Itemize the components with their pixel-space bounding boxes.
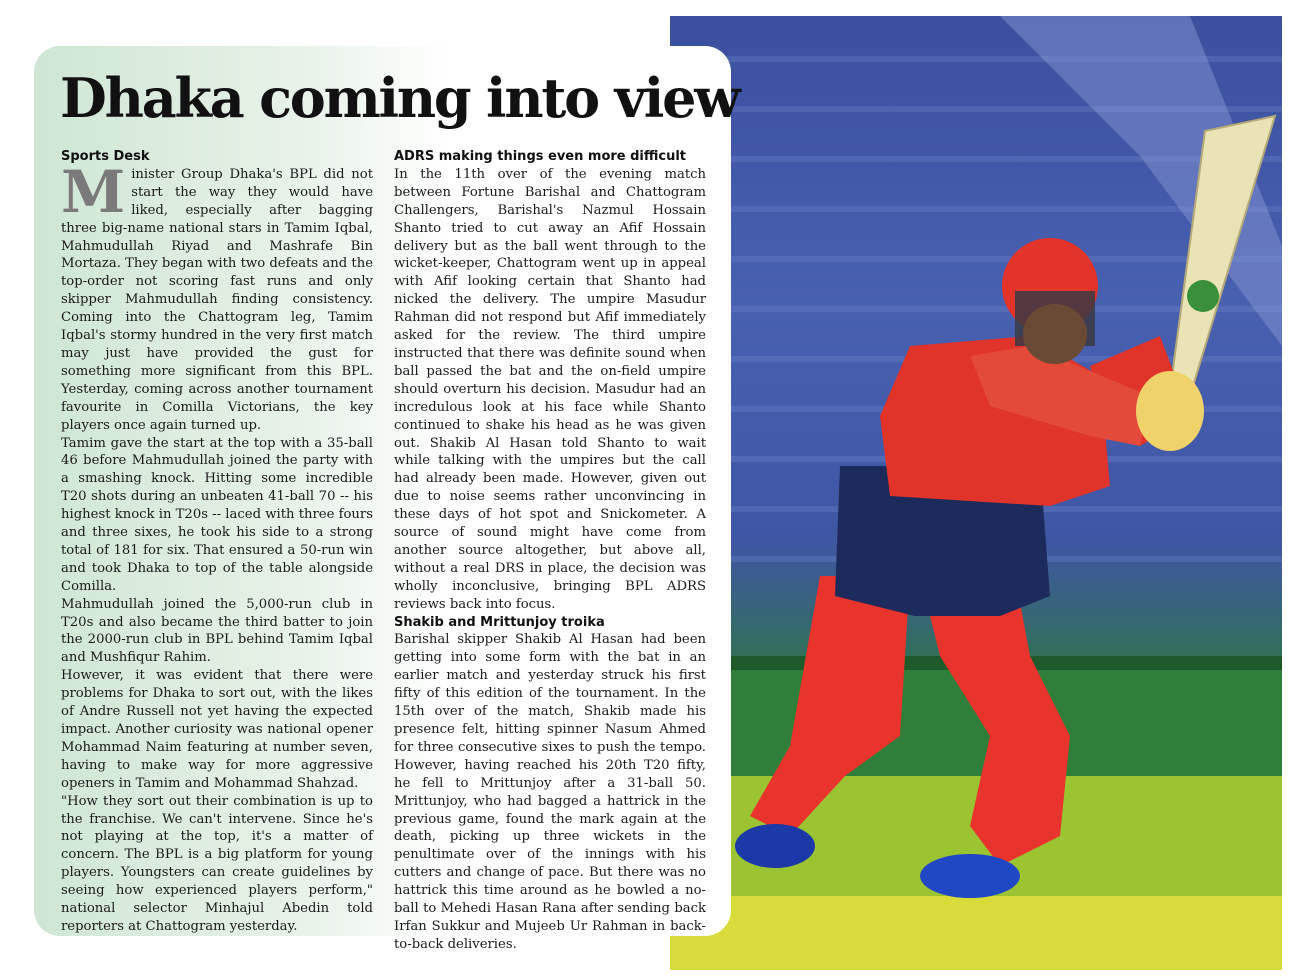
paragraph: "How they sort out their combination is up to the franchise. We can't intervene. Since he's not playing at the top, it's a matter of concern. The BPL is a big platform for young players. Youngsters can create guidelines by seeing how experienced players perform," national selector Minhajul Abedin told reporters at Chattogram yesterday. — [61, 793, 373, 934]
drop-cap: M — [61, 157, 126, 226]
article-column-2 — [394, 148, 706, 954]
batsman-illustration — [670, 16, 1282, 970]
paragraph: However, it was evident that there were problems for Dhaka to sort out, with the likes of Andre Russell not yet having the expected impact. Another curiosity was national opener Mohammad Naim featuring at number seven, having to make way for more aggressive openers in Tamim and Mohammad Shahzad. — [61, 668, 373, 791]
paragraph: Mahmudullah joined the 5,000-run club in T20s and also became the third batter to join the 2000-run club in BPL behind Tamim Iqbal and Mushfiqur Rahim. — [61, 596, 373, 666]
paragraph: Barishal skipper Shakib Al Hasan had been getting into some form with the bat in an earlier match and yesterday struck his first fifty of this edition of the tournament. In the 15th over of the match, Shakib made his presence felt, hitting spinner Nasum Ahmed for three consecutive sixes to push the tempo. However, having reached his 20th T20 fifty, he fell to Mrittunjoy after a 31-ball 50. Mrittunjoy, who had bagged a hattrick in the previous game, found the mark again at the death, picking up three wickets in the penultimate over of the innings with his cutters and change of pace. But there was no hattrick this time around as he bowled a no-ball to Mehedi Hasan Rana after sending back Irfan Sukkur and Mujeeb Ur Rahman in back-to-back deliveries. — [394, 632, 706, 952]
paragraph: Tamim gave the start at the top with a 35-ball 46 before Mahmudullah joined the party with a smashing knock. Hitting some incredible T20 shots during an unbeaten 41-ball 70 -- his highest knock in T20s -- laced with three fours and three sixes, he took his side to a strong total of 181 for six. That ensured a 50-run win and took Dhaka to top of the table alongside Comilla. — [61, 435, 373, 594]
lead-paragraph-text: inister Group Dhaka's BPL did not start the way they would have liked, especially after bagging three big-name national stars in Tamim Iqbal, Mahmudullah Riyad and Mashrafe Bin Mortaza. They began with two defeats and the top-order not scoring fast runs and only skipper Mahmudullah finding consistency. Coming into the Chattogram leg, Tamim Iqbal's stormy hundred in the very first match may just have provided the gust for something more significant from this BPL. Yesterday, coming across another tournament favourite in Comilla Victorians, the key players once again turned up. — [61, 166, 373, 433]
cricket-batsman-photo — [670, 16, 1282, 970]
subheading: Shakib and Mrittunjoy troika — [394, 614, 605, 630]
subheading: ADRS making things even more difficult — [394, 149, 687, 164]
paragraph: In the 11th over of the evening match between Fortune Barishal and Chattogram Challengers, Barishal's Nazmul Hossain Shanto tried to cut away an Afif Hossain delivery but as the ball went through to the wicket-keeper, Chattogram went up in appeal with Afif looking certain that Shanto had nicked the delivery. The umpire Masudur Rahman did not respond but Afif immediately asked for the review. The third umpire instructed that there was definite sound when ball passed the bat and the on-field umpire should overturn his decision. Masudur had an incredulous look at his face while Shanto continued to shake his head as he was given out. Shakib Al Hasan told Shanto to wait while talking with the umpires but the call had already been made. However, given out due to noise seems rather unconvincing in these days of hot spot and Snickometer. A source of sound might have come from another source altogether, but above all, without a real DRS in place, the decision was wholly inconclusive, bringing BPL ADRS reviews back into focus. — [394, 166, 706, 612]
headline: Dhaka coming into view — [60, 66, 739, 130]
byline: Sports Desk — [61, 149, 150, 164]
lead-paragraph — [61, 157, 373, 435]
article-column-1 — [61, 148, 373, 936]
